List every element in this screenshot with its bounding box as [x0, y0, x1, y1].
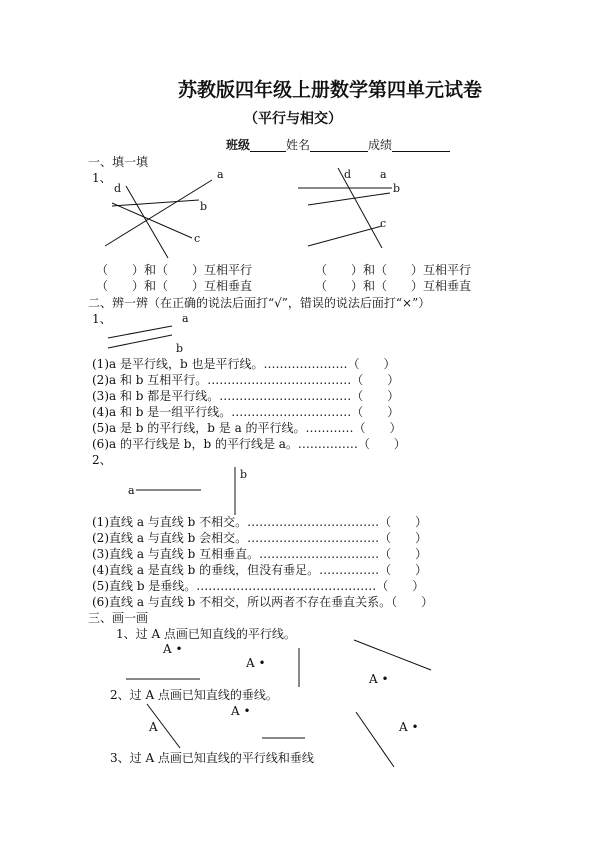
figure-1-right — [298, 168, 400, 248]
section1-row2-left: （ ）和（ ）互相垂直 — [96, 279, 253, 293]
figure-1-left — [105, 168, 224, 258]
class-label: 班级 — [226, 138, 251, 152]
page-subtitle: （平行与相交） — [244, 111, 342, 127]
figure-2-2 — [128, 467, 247, 515]
judge-item: (5)a 是 b 的平行线，b 是 a 的平行线。…………（ ） — [92, 421, 402, 435]
label-b: b — [240, 468, 248, 481]
point-a: A • — [246, 656, 266, 670]
label-b: b — [200, 200, 208, 213]
line-c — [308, 226, 382, 246]
judge-item: (3)直线 a 与直线 b 互相垂直。…………………………（ ） — [92, 547, 428, 561]
section1-row1-right: （ ）和（ ）互相平行 — [315, 263, 472, 277]
label-b: b — [393, 182, 401, 195]
label-c: c — [380, 217, 387, 230]
point-a: A • — [369, 672, 389, 686]
judge-item: (2)a 和 b 互相平行。………………………………（ ） — [92, 373, 400, 387]
name-label: 姓名 — [286, 138, 311, 152]
point-a: A • — [399, 720, 419, 734]
line-d — [126, 186, 168, 258]
section2-q1-number: 1、 — [92, 312, 112, 326]
point-a: A • — [163, 642, 183, 656]
given-line-3 — [354, 640, 431, 670]
section1-q1-number: 1、 — [92, 171, 112, 185]
line-b — [108, 335, 172, 348]
judge-item: (3)a 和 b 都是平行线。……………………………（ ） — [92, 389, 400, 403]
section1-row1-left: （ ）和（ ）互相平行 — [96, 263, 253, 277]
line-b — [112, 200, 199, 206]
judge-item: (1)直线 a 与直线 b 不相交。……………………………（ ） — [92, 515, 428, 529]
label-c: c — [194, 232, 201, 245]
label-d: d — [344, 168, 352, 181]
point-a: A • — [231, 704, 251, 718]
score-label: 成绩 — [368, 138, 393, 152]
judge-item: (4)a 和 b 是一组平行线。…………………………（ ） — [92, 405, 400, 419]
judge-item: (4)直线 a 是直线 b 的垂线，但没有垂足。……………（ ） — [92, 563, 428, 577]
judge-item: (6)直线 a 与直线 b 不相交，所以两者不存在垂直关系。（ ） — [92, 595, 434, 609]
figure-2-1 — [108, 312, 189, 355]
page-title: 苏教版四年级上册数学第四单元试卷 — [178, 79, 483, 101]
judge-item: (1)a 是平行线，b 也是平行线。…………………（ ） — [92, 357, 396, 371]
draw-item-1: 1、过 A 点画已知直线的平行线。 — [116, 627, 296, 641]
judge-item: (5)直线 b 是垂线。………………………………………（ ） — [92, 579, 425, 593]
label-d: d — [114, 182, 122, 195]
judge-item: (2)直线 a 与直线 b 会相交。……………………………（ ） — [92, 531, 428, 545]
line-a — [108, 326, 172, 338]
line-c — [112, 203, 192, 238]
label-a: a — [380, 168, 387, 181]
given-line-3 — [356, 712, 394, 767]
judge-item: (6)a 的平行线是 b，b 的平行线是 a。……………（ ） — [92, 437, 406, 451]
section3-heading: 三、画一画 — [88, 611, 149, 625]
draw-item-3: 3、过 A 点画已知直线的平行线和垂线 — [110, 751, 314, 765]
label-b: b — [176, 342, 184, 355]
point-a: A — [149, 720, 158, 734]
label-a: a — [182, 312, 189, 325]
label-a: a — [128, 484, 135, 497]
draw-item-2: 2、过 A 点画已知直线的垂线。 — [110, 688, 278, 702]
section1-row2-right: （ ）和（ ）互相垂直 — [315, 279, 472, 293]
section2-q2-number: 2、 — [92, 453, 112, 467]
section2-heading: 二、辨一辨（在正确的说法后面打“√”，错误的说法后面打“×”） — [88, 296, 431, 310]
label-a: a — [217, 168, 224, 181]
section1-heading: 一、填一填 — [88, 155, 149, 169]
line-d — [308, 193, 390, 205]
